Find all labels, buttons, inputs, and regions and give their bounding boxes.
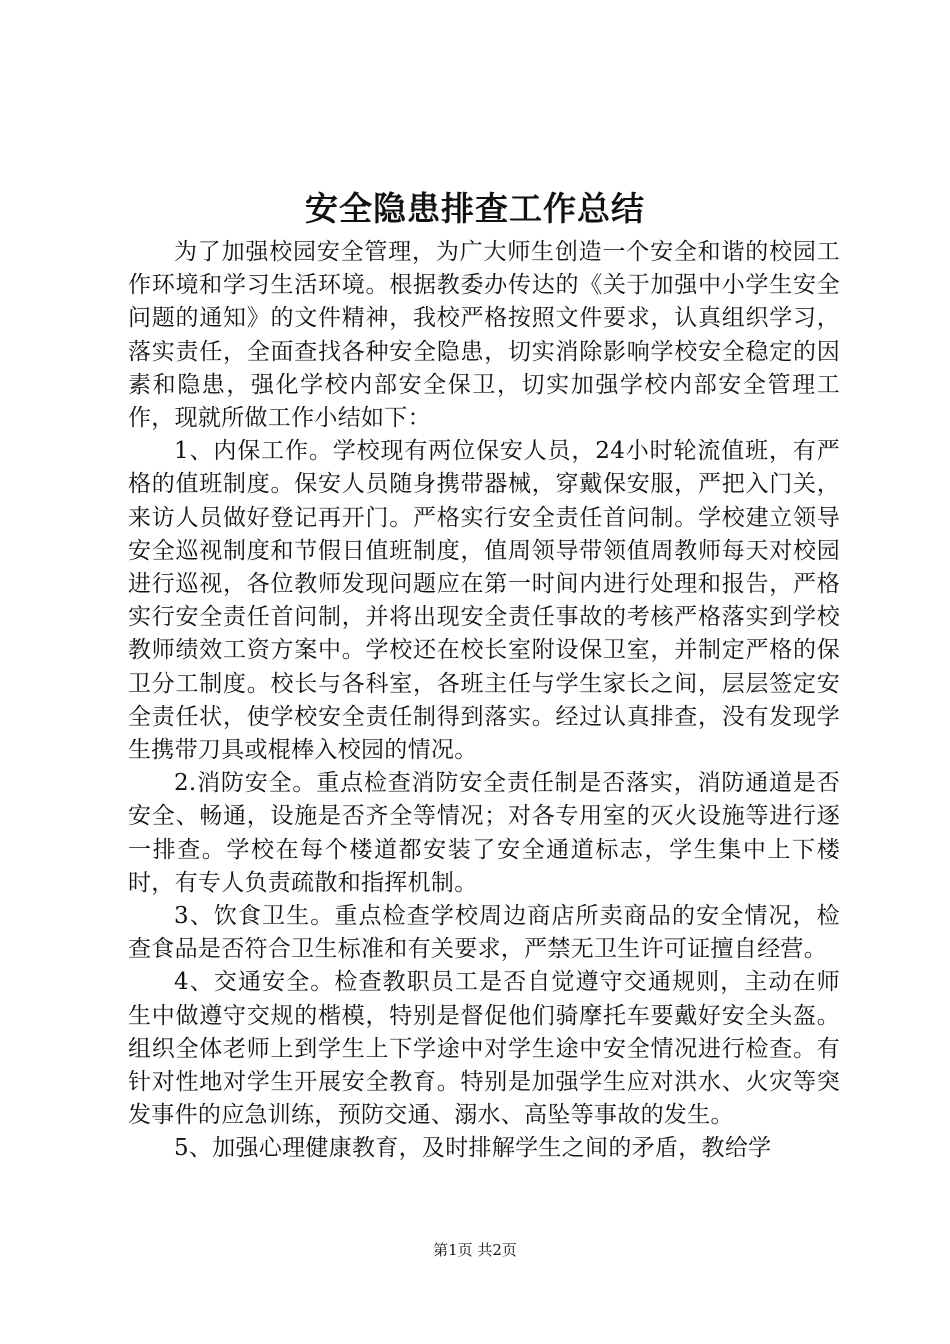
paragraph-mental-health: 5、加强心理健康教育，及时排解学生之间的矛盾，教给学	[174, 1135, 772, 1162]
page-number-footer: 第1页 共2页	[433, 1241, 517, 1259]
paragraph-traffic-safety: 4、交通安全。检查教职员工是否自觉遵守交通规则，主动在师生中做遵守交规的楷模，特别是督促他们骑摩托车要戴好安全头盔。组织全体老师上到学生上下学途中对学生途中安全情况进行检查。有针对性地对学生开展安全教育。特别是加强学生应对洪水、火灾等突发事件的应急训练，预防交通、溺水、高坠等事故的发生。	[128, 969, 840, 1129]
paragraph-internal-security: 1、内保工作。学校现有两位保安人员，24小时轮流值班，有严格的值班制度。保安人员随身携带器械，穿戴保安服，严把入门关，来访人员做好登记再开门。严格实行安全责任首问制。学校建立领导安全巡视制度和节假日值班制度，值周领导带领值周教师每天对校园进行巡视，各位教师发现问题应在第一时间内进行处理和报告，严格实行安全责任首问制，并将出现安全责任事故的考核严格落实到学校教师绩效工资方案中。学校还在校长室附设保卫室，并制定严格的保卫分工制度。校长与各科室，各班主任与学生家长之间，层层签定安全责任状，使学校安全责任制得到落实。经过认真排查，没有发现学生携带刀具或棍棒入校园的情况。	[128, 438, 840, 764]
document-body	[128, 236, 840, 1166]
page-title: 安全隐患排查工作总结	[305, 189, 645, 228]
paragraph-fire-safety: 2.消防安全。重点检查消防安全责任制是否落实，消防通道是否安全、畅通，设施是否齐全等情况；对各专用室的灭火设施等进行逐一排查。学校在每个楼道都安装了安全通道标志，学生集中上下楼时，有专人负责疏散和指挥机制。	[128, 770, 840, 896]
paragraph-intro: 为了加强校园安全管理，为广大师生创造一个安全和谐的校园工作环境和学习生活环境。根据教委办传达的《关于加强中小学生安全问题的通知》的文件精神，我校严格按照文件要求，认真组织学习，落实责任，全面查找各种安全隐患，切实消除影响学校安全稳定的因素和隐患，强化学校内部安全保卫，切实加强学校内部安全管理工作，现就所做工作小结如下：	[128, 239, 840, 432]
paragraph-food-hygiene: 3、饮食卫生。重点检查学校周边商店所卖商品的安全情况，检查食品是否符合卫生标准和有关要求，严禁无卫生许可证擅自经营。	[128, 903, 840, 963]
